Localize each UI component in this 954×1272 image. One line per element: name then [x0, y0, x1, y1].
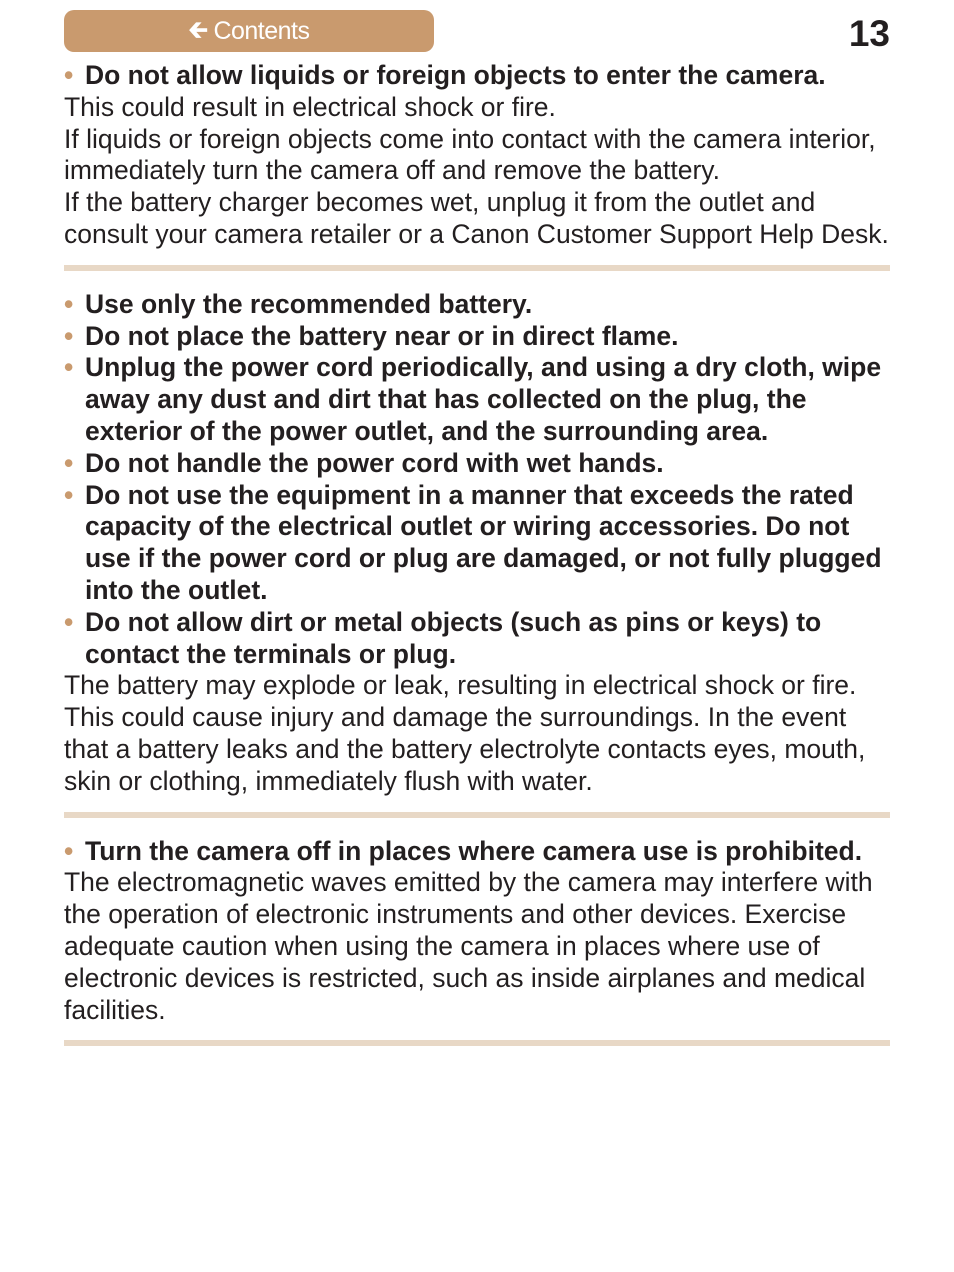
page-number: 13 — [848, 13, 890, 54]
body-paragraph: If the battery charger becomes wet, unplug it from the outlet and consult your camera retailer or a Canon Customer Support Help Desk. — [64, 187, 889, 249]
body-paragraph: The electromagnetic waves emitted by the camera may interfere with the operation of electronic instruments and other devices. Exercise adequate caution when using the camera in places where use of electronic devices is restricted, such as inside airplanes and medical facilities. — [64, 867, 873, 1025]
bullet-list — [64, 836, 890, 868]
section-divider — [64, 812, 890, 818]
bullet-text: Unplug the power cord periodically, and using a dry cloth, wipe away any dust and dirt that has collected on the plug, the exterior of the power outlet, and the surrounding area. — [85, 352, 882, 446]
contents-button[interactable] — [64, 10, 434, 52]
bullet-item — [64, 321, 890, 353]
bullet-item — [64, 289, 890, 321]
section-prohibited-use — [64, 836, 890, 1027]
section-liquids — [64, 60, 890, 251]
bullet-item — [64, 836, 890, 868]
bullet-text: Do not allow liquids or foreign objects to enter the camera. — [85, 60, 826, 90]
bullet-dot-icon: • — [64, 835, 74, 866]
contents-label: Contents — [213, 16, 310, 45]
bullet-list — [64, 289, 890, 671]
bullet-dot-icon: • — [64, 479, 74, 510]
body-paragraph: The battery may explode or leak, resulting in electrical shock or fire. This could cause injury and damage the surroundings. In the event that a battery leaks and the battery electrolyte contacts eyes, mouth, skin or clothing, immediately flush with water. — [64, 670, 866, 796]
bullet-dot-icon: • — [64, 320, 74, 351]
bullet-text: Do not place the battery near or in direct flame. — [85, 320, 679, 351]
bullet-text: Use only the recommended battery. — [85, 288, 533, 319]
bullet-dot-icon: • — [64, 447, 74, 478]
bullet-list — [64, 60, 890, 92]
arrow-left-icon: 🡰 — [188, 17, 208, 44]
bullet-dot-icon: • — [64, 288, 74, 319]
bullet-text: Do not use the equipment in a manner that exceeds the rated capacity of the electrical outlet or wiring accessories. Do not use if the power cord or plug are damaged, or not fully plugged into the outlet. — [85, 479, 882, 605]
bullet-text: Do not allow dirt or metal objects (such as pins or keys) to contact the terminals or plug. — [85, 606, 822, 669]
bullet-text: Do not handle the power cord with wet hands. — [85, 447, 664, 478]
bullet-dot-icon: • — [64, 352, 74, 383]
section-divider — [64, 1040, 890, 1046]
page-content — [64, 60, 890, 1064]
section-battery — [64, 289, 890, 798]
body-paragraph: This could result in electrical shock or fire. — [64, 91, 556, 122]
bullet-dot-icon: • — [64, 60, 74, 90]
section-divider — [64, 265, 890, 271]
bullet-item — [64, 352, 890, 447]
bullet-item — [64, 480, 890, 607]
bullet-item — [64, 60, 890, 92]
bullet-text: Turn the camera off in places where camera use is prohibited. — [85, 835, 863, 866]
bullet-item — [64, 607, 890, 671]
bullet-item — [64, 448, 890, 480]
bullet-dot-icon: • — [64, 606, 74, 637]
body-paragraph: If liquids or foreign objects come into contact with the camera interior, immediately turn the camera off and remove the battery. — [64, 123, 876, 186]
